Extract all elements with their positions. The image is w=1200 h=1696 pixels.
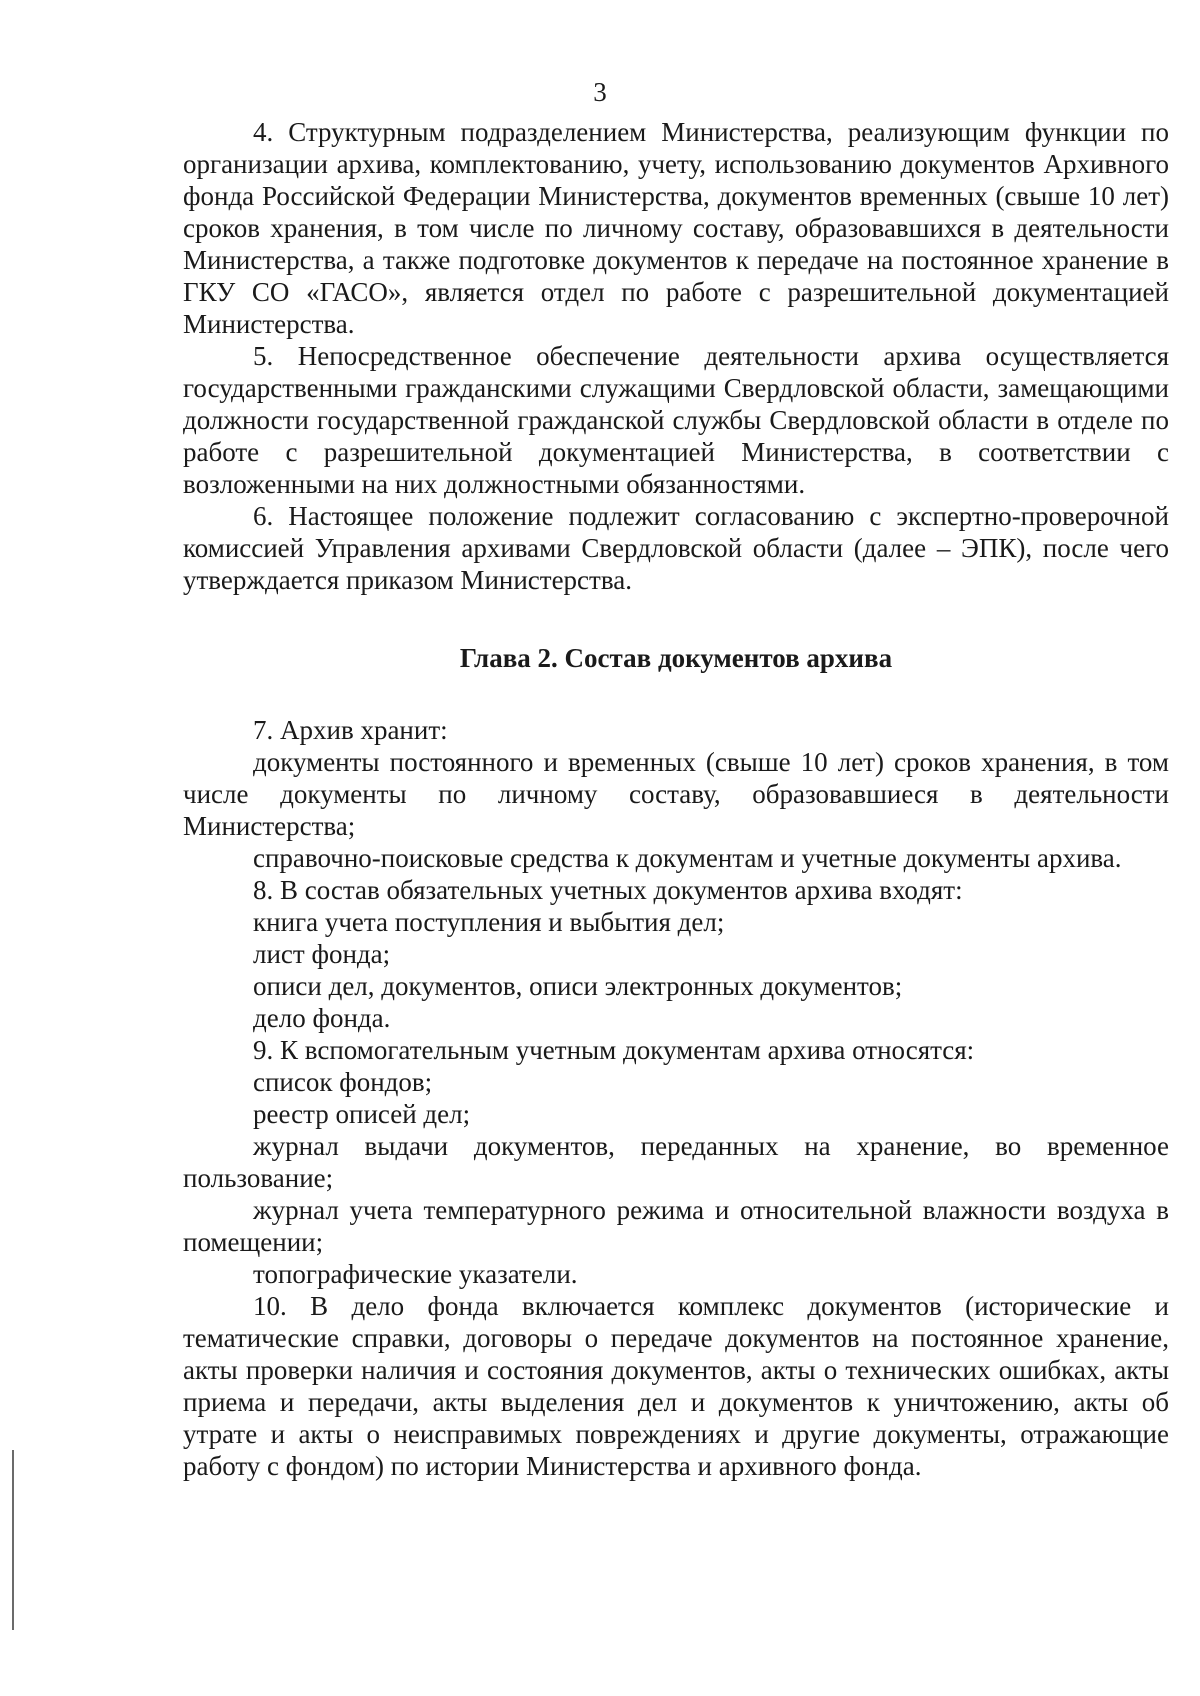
paragraph-10: 10. В дело фонда включается комплекс документов (исторические и тематические справки, договоры о передаче документов на постоянное хранение, акты проверки наличия и состояния документов, акты о технических ошибках, акты приема и передачи, акты выделения дел и документов к уничтожению, акты об утрате и акты о неисправимых повреждениях и другие документы, отражающие работу с фондом) по истории Министерства и архивного фонда. <box>183 1291 1169 1481</box>
list-item: документы постоянного и временных (свыше 10 лет) сроков хранения, в том числе документы по личному составу, образовавшиеся в деятельности Министерства; <box>183 747 1169 841</box>
paragraph-6: 6. Настоящее положение подлежит согласованию с экспертно-проверочной комиссией Управления архивами Свердловской области (далее – ЭПК), после чего утверждается приказом Министерства. <box>183 501 1169 595</box>
list-item: дело фонда. <box>253 1003 391 1033</box>
list-item: лист фонда; <box>253 939 391 969</box>
list-item: топографические указатели. <box>253 1259 578 1289</box>
paragraph-4: 4. Структурным подразделением Министерства, реализующим функции по организации архива, комплектованию, учету, использованию документов Архивного фонда Российской Федерации Министерства, документов временных (свыше 10 лет) сроков хранения, в том числе по личному составу, образовавшихся в деятельности Министерства, а также подготовке документов к передаче на постоянное хранение в ГКУ СО «ГАСО», является отдел по работе с разрешительной документацией Министерства. <box>183 117 1169 339</box>
paragraph-8: 8. В состав обязательных учетных документов архива входят: <box>253 875 963 905</box>
list-item: список фондов; <box>253 1067 433 1097</box>
paragraph-9: 9. К вспомогательным учетным документам архива относятся: <box>253 1035 975 1065</box>
list-item: реестр описей дел; <box>253 1099 471 1129</box>
paragraph-7: 7. Архив хранит: <box>253 715 448 745</box>
scan-margin-line <box>12 1450 14 1630</box>
list-item: книга учета поступления и выбытия дел; <box>253 907 725 937</box>
list-item: описи дел, документов, описи электронных документов; <box>253 971 903 1001</box>
chapter-heading: Глава 2. Состав документов архива <box>459 643 893 673</box>
list-item: журнал выдачи документов, переданных на хранение, во временное пользование; <box>183 1131 1169 1193</box>
document-body <box>183 116 1169 1482</box>
page-number: 3 <box>593 77 607 107</box>
paragraph-5: 5. Непосредственное обеспечение деятельности архива осуществляется государственными гражданскими служащими Свердловской области, замещающими должности государственной гражданской службы Свердловской области в отделе по работе с разрешительной документацией Министерства, в соответствии с возложенными на них должностными обязанностями. <box>183 341 1169 499</box>
list-item: журнал учета температурного режима и относительной влажности воздуха в помещении; <box>183 1195 1169 1257</box>
list-item: справочно-поисковые средства к документам и учетные документы архива. <box>253 843 1122 873</box>
